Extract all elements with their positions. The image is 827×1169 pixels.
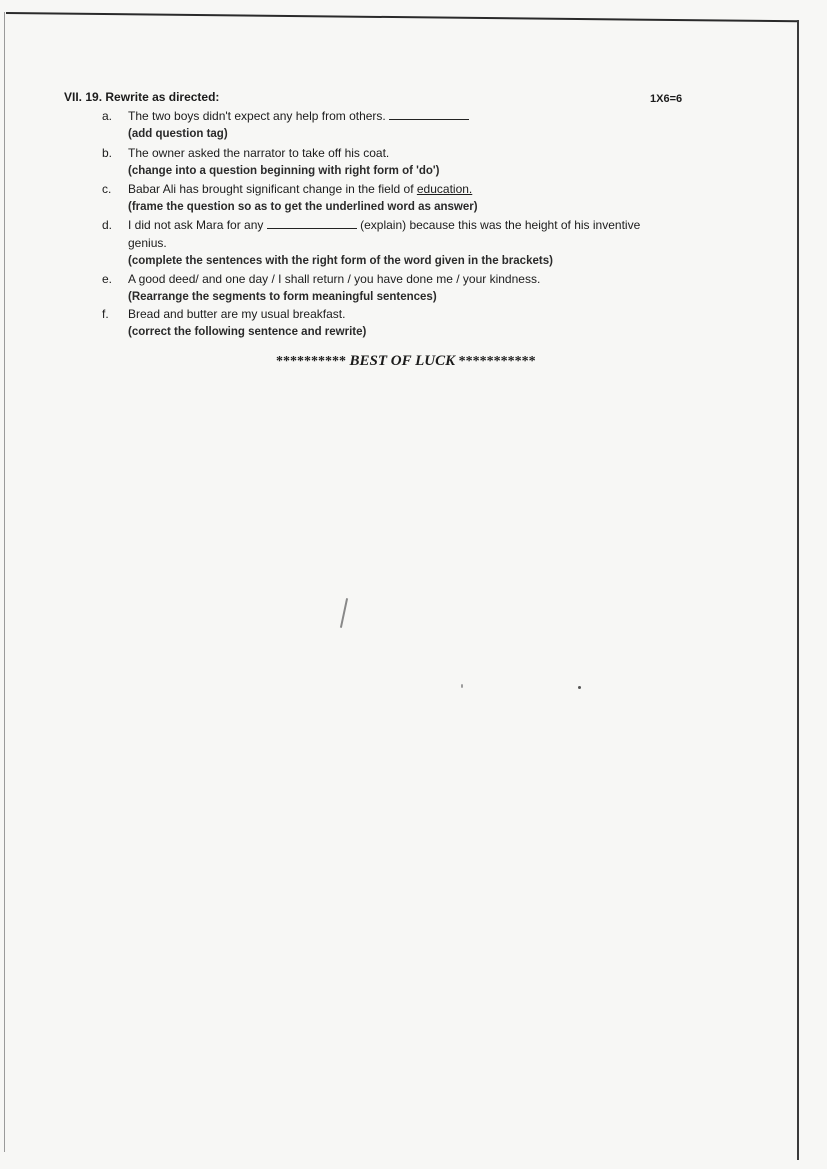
underlined-word: education. [416,182,473,196]
item-text: Babar Ali has brought significant change in the field of education. [128,182,473,196]
page-border-top [6,12,798,22]
question-item-f [102,305,732,341]
question-item-b [102,144,732,180]
best-of-luck: BEST OF LUCK [349,353,456,369]
item-text: The owner asked the narrator to take off his coat. [128,146,390,160]
page-border-right [797,20,799,1160]
item-letter: b. [102,146,113,160]
item-letter: a. [102,109,113,123]
item-text-continuation: genius. [128,236,167,250]
item-text: I did not ask Mara for any (explain) because this was the height of his inventive [128,218,641,232]
question-item-e [102,270,732,306]
scan-mark [340,598,348,628]
item-letter: f. [102,307,109,321]
question-item-a [102,107,732,143]
item-instruction: (frame the question so as to get the underlined word as answer) [128,201,478,213]
stars-right: *********** [458,354,536,369]
item-letter: d. [102,218,113,232]
answer-blank [389,109,469,120]
question-title: Rewrite as directed: [105,90,220,104]
scan-speck [461,684,463,688]
question-item-d [102,216,732,270]
item-text: The two boys didn't expect any help from others. [128,107,732,125]
question-number: 19. [85,90,103,104]
item-text: Bread and butter are my usual breakfast. [128,307,346,321]
item-instruction: (complete the sentences with the right form of the word given in the brackets) [128,255,553,267]
item-instruction: (change into a question beginning with right form of 'do') [128,165,440,177]
item-instruction: (Rearrange the segments to form meaningful sentences) [128,291,437,303]
item-text: A good deed/ and one day / I shall return / you have done me / your kindness. [128,272,541,286]
question-item-c [102,180,732,216]
page-border-left [4,12,5,1152]
item-instruction: (correct the following sentence and rewrite) [128,326,367,338]
closing-message [276,353,536,370]
answer-blank [267,218,357,229]
question-header [64,90,704,104]
marks-label: 1X6=6 [650,93,683,105]
item-letter: e. [102,272,113,286]
stars-left: ********** [276,354,346,369]
item-letter: c. [102,182,112,196]
scan-speck [578,686,581,689]
section-number: VII. [64,90,83,104]
item-instruction: (add question tag) [128,128,228,140]
